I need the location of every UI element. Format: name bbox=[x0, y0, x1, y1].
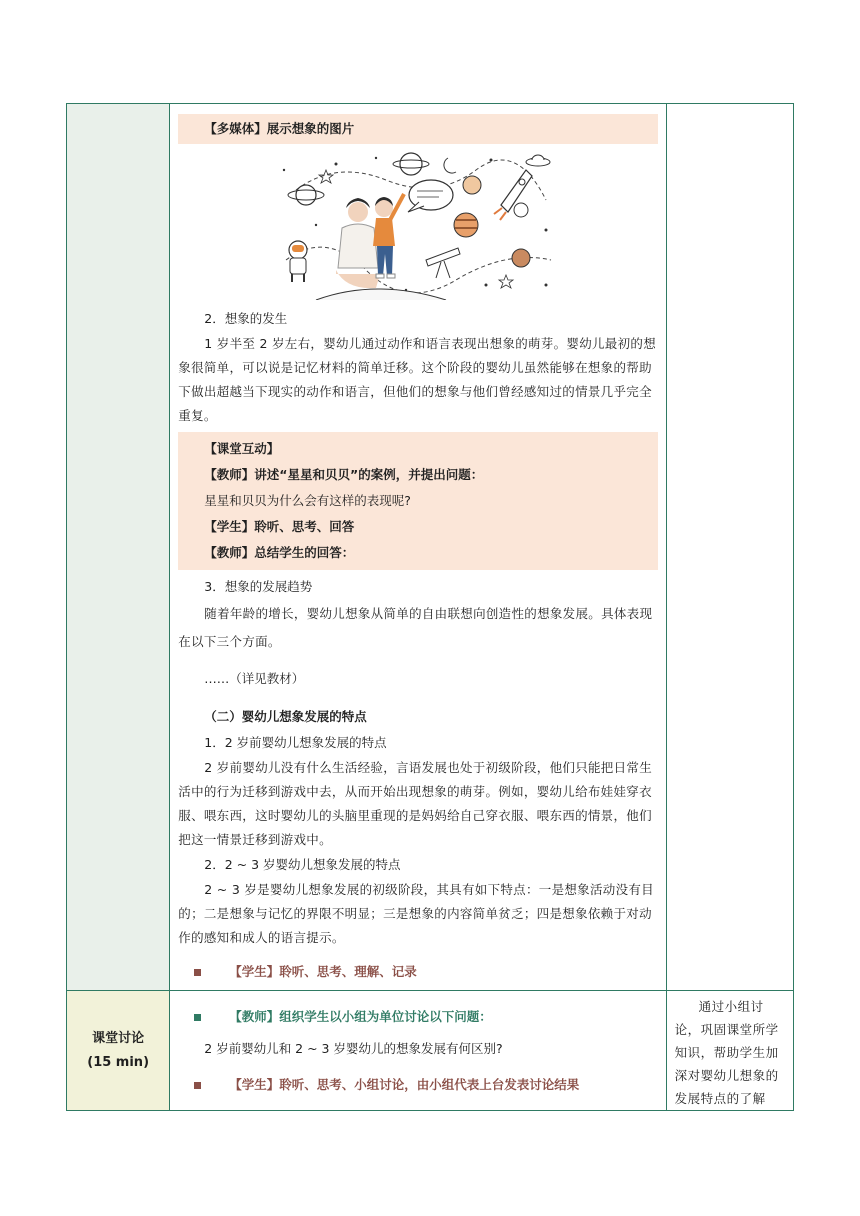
under2-heading: 1．2 岁前婴幼儿想象发展的特点 bbox=[204, 735, 387, 750]
age2to3-paragraph: 2 ~ 3 岁是婴幼儿想象发展的初级阶段，其具有如下特点：一是想象活动没有目的；二是想象与记忆的界限不明显；三是想象的内容简单贫乏；四是想象依赖于对动作的感知和成人的语言提示。 bbox=[178, 882, 654, 945]
occurrence-heading: 2．想象的发生 bbox=[204, 311, 288, 326]
bullet-square-icon bbox=[194, 1082, 201, 1089]
occurrence-paragraph: 1 岁半至 2 岁左右，婴幼儿通过动作和语言表现出想象的萌芽。婴幼儿最初的想象很简单，可以说是记忆材料的简单迁移。这个阶段的婴幼儿虽然能够在想象的帮助下做出超越当下现实的动作和语言，但他们的想象与他们曾经感知过的情景几乎完全重复。 bbox=[178, 336, 657, 423]
trend-heading: 3．想象的发展趋势 bbox=[204, 579, 313, 594]
stage-title: 课堂讨论 bbox=[92, 1030, 145, 1046]
age2to3-heading: 2．2 ~ 3 岁婴幼儿想象发展的特点 bbox=[204, 857, 401, 872]
discussion-content-cell bbox=[170, 991, 666, 1111]
design-intent-cell-empty bbox=[666, 104, 793, 991]
student-response-line: 【学生】聆听、思考、回答 bbox=[204, 519, 355, 534]
design-intent-cell bbox=[666, 991, 793, 1111]
lesson-table bbox=[66, 103, 794, 1111]
bullet-square-icon bbox=[194, 1014, 201, 1021]
imagination-space-doodle-illustration bbox=[276, 150, 560, 300]
teacher-case-line: 【教师】讲述“星星和贝贝”的案例，并提出问题： bbox=[204, 467, 484, 482]
stage-duration: (15 min) bbox=[87, 1054, 150, 1070]
interaction-question: 星星和贝贝为什么会有这样的表现呢? bbox=[204, 493, 411, 508]
student-bullet-text: 【学生】聆听、思考、理解、记录 bbox=[229, 964, 417, 979]
discussion-student-bullet-text: 【学生】聆听、思考、小组讨论，由小组代表上台发表讨论结果 bbox=[229, 1077, 580, 1092]
discussion-question: 2 岁前婴幼儿和 2 ~ 3 岁婴幼儿的想象发展有何区别? bbox=[204, 1041, 503, 1056]
multimedia-banner: 【多媒体】展示想象的图片 bbox=[178, 114, 657, 144]
interaction-box bbox=[178, 432, 657, 570]
under2-paragraph: 2 岁前婴幼儿没有什么生活经验，言语发展也处于初级阶段，他们只能把日常生活中的行为迁移到游戏中去，从而开始出现想象的萌芽。例如，婴幼儿给布娃娃穿衣服、喂东西，这时婴幼儿的头脑里重现的是妈妈给自己穿衣服、喂东西的情景，他们把这一情景迁移到游戏中。 bbox=[178, 760, 653, 847]
stage-cell-discussion bbox=[67, 991, 170, 1111]
content-cell bbox=[170, 104, 666, 991]
teacher-bullet-row bbox=[178, 1005, 657, 1029]
interaction-title: 【课堂互动】 bbox=[204, 441, 280, 456]
discussion-row bbox=[67, 991, 794, 1111]
features-heading: （二）婴幼儿想象发展的特点 bbox=[204, 709, 367, 724]
discussion-student-bullet-row bbox=[178, 1073, 657, 1097]
teacher-summary-line: 【教师】总结学生的回答： bbox=[204, 545, 355, 560]
design-intent-text: 通过小组讨论，巩固课堂所学知识，帮助学生加深对婴幼儿想象的发展特点的了解 bbox=[674, 999, 779, 1106]
content-row bbox=[67, 104, 794, 991]
student-bullet-row bbox=[178, 960, 657, 984]
trend-paragraph: 随着年龄的增长，婴幼儿想象从简单的自由联想向创造性的想象发展。具体表现在以下三个方面。 bbox=[178, 606, 653, 649]
teacher-bullet-text: 【教师】组织学生以小组为单位讨论以下问题： bbox=[229, 1009, 492, 1024]
stage-cell-empty bbox=[67, 104, 170, 991]
bullet-square-icon bbox=[194, 969, 201, 976]
see-textbook-note: ……（详见教材） bbox=[204, 671, 305, 686]
